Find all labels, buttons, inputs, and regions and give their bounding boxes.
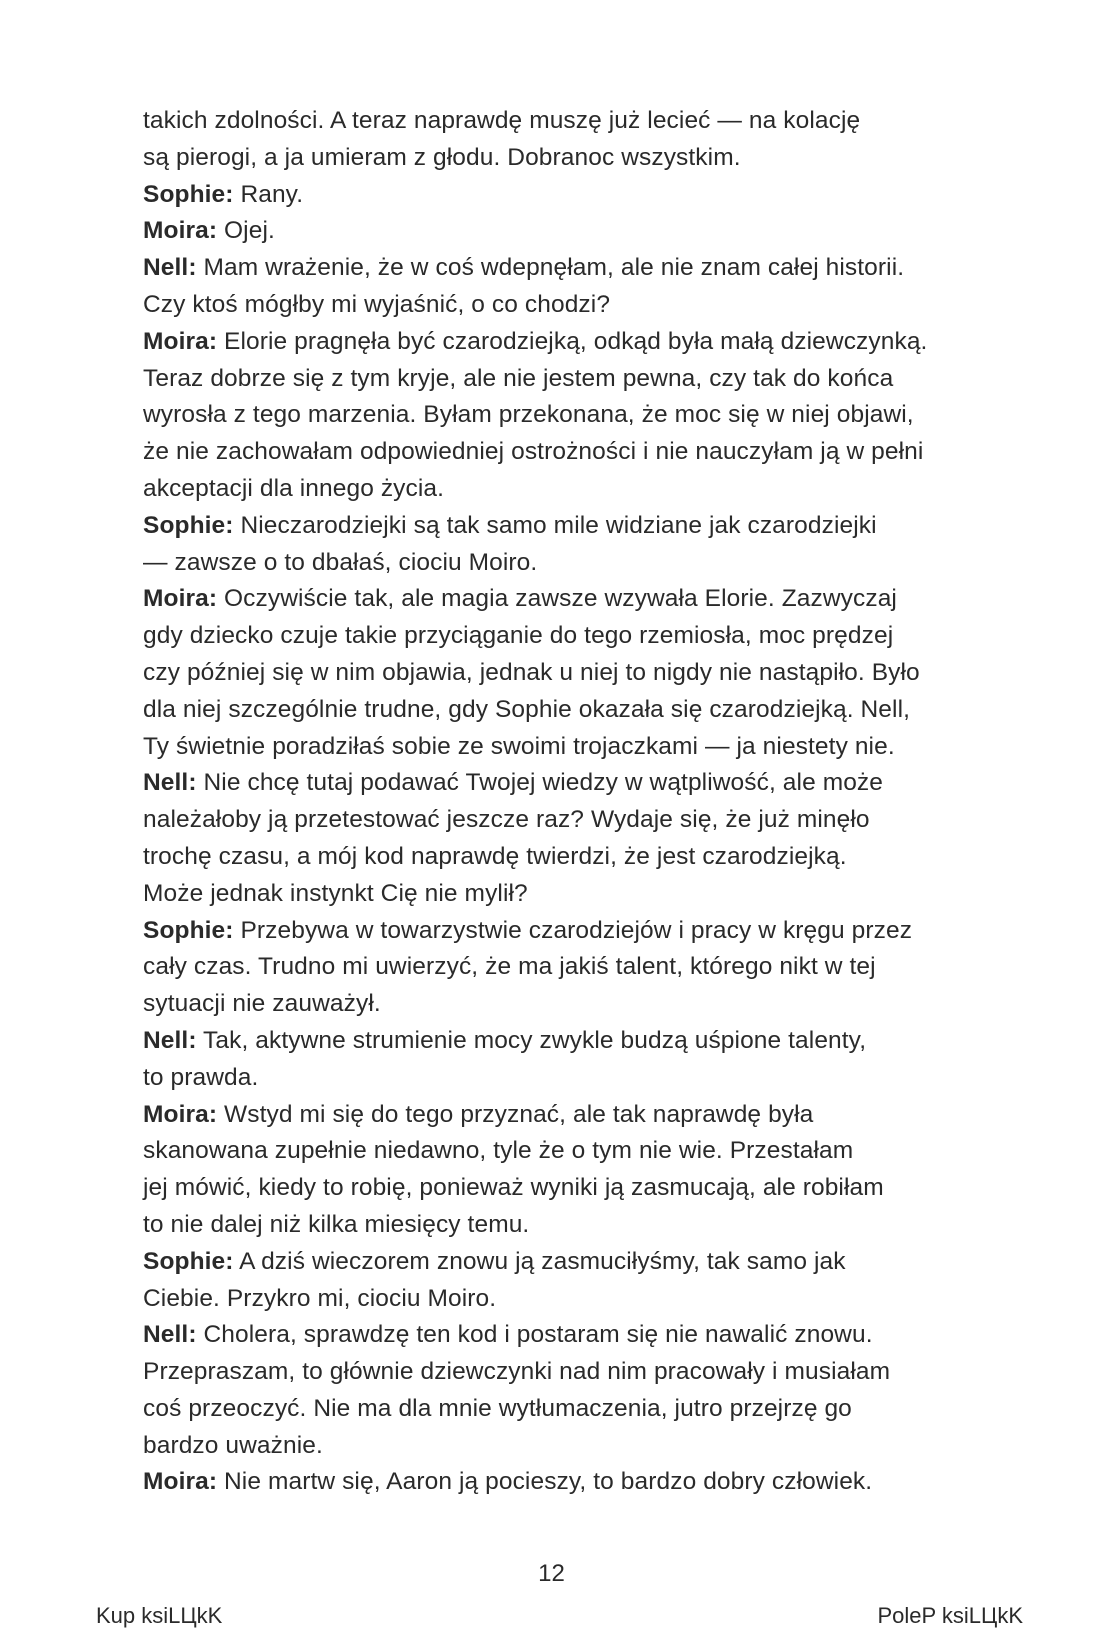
text-line bbox=[143, 765, 1043, 802]
line-text: takich zdolności. A teraz naprawdę muszę już lecieć — na kolację bbox=[143, 107, 861, 134]
speaker-name: Moira: bbox=[143, 1100, 218, 1128]
text-line bbox=[143, 913, 1043, 950]
text-line bbox=[143, 839, 1043, 876]
text-line bbox=[143, 177, 1043, 214]
text-line bbox=[143, 250, 1043, 287]
text-line bbox=[143, 729, 1043, 766]
text-line bbox=[143, 1097, 1043, 1134]
line-text: Cholera, sprawdzę ten kod i postaram się nie nawalić znowu. bbox=[196, 1321, 873, 1349]
text-line bbox=[143, 1170, 1043, 1207]
line-text: Mam wrażenie, że w coś wdepnęłam, ale nie znam całej historii. bbox=[196, 254, 905, 282]
speaker-name: Nell: bbox=[143, 1321, 197, 1349]
text-line bbox=[143, 1354, 1043, 1391]
speaker-name: Sophie: bbox=[143, 180, 234, 208]
line-text: — zawsze o to dbałaś, ciociu Moiro. bbox=[143, 548, 538, 576]
speaker-name: Moira: bbox=[143, 327, 218, 355]
text-line bbox=[143, 1428, 1043, 1465]
text-line bbox=[143, 1060, 1043, 1097]
text-line bbox=[143, 618, 1043, 655]
text-line bbox=[143, 581, 1043, 618]
footer-right[interactable]: PoleP ksiLЦkK bbox=[877, 1603, 1023, 1628]
line-text: Może jednak instynkt Cię nie mylił? bbox=[143, 879, 528, 907]
speaker-name: Moira: bbox=[143, 1468, 218, 1496]
line-text: Tak, aktywne strumienie mocy zwykle budzą uśpione talenty, bbox=[196, 1026, 867, 1054]
speaker-name: Sophie: bbox=[143, 916, 234, 944]
line-text: czy później się w nim objawia, jednak u niej to nigdy nie nastąpiło. Było bbox=[143, 658, 920, 686]
line-text: bardzo uważnie. bbox=[143, 1431, 323, 1459]
line-text: Elorie pragnęła być czarodziejką, odkąd była małą dziewczynką. bbox=[217, 327, 928, 355]
text-line bbox=[143, 324, 1043, 361]
line-text: cały czas. Trudno mi uwierzyć, że ma jakiś talent, którego nikt w tej bbox=[143, 953, 876, 981]
line-text: skanowana zupełnie niedawno, tyle że o tym nie wie. Przestałam bbox=[143, 1137, 854, 1165]
line-text: jej mówić, kiedy to robię, ponieważ wyniki ją zasmucają, ale robiłam bbox=[143, 1174, 884, 1202]
text-line bbox=[143, 140, 1043, 177]
line-text: Ty świetnie poradziłaś sobie ze swoimi trojaczkami — ja niestety nie. bbox=[143, 732, 895, 760]
line-text: Rany. bbox=[233, 180, 304, 208]
speaker-name: Moira: bbox=[143, 217, 218, 245]
line-text: Wstyd mi się do tego przyznać, ale tak naprawdę była bbox=[217, 1100, 814, 1128]
speaker-name: Sophie: bbox=[143, 511, 234, 539]
speaker-name: Nell: bbox=[143, 254, 197, 282]
line-text: że nie zachowałam odpowiedniej ostrożności i nie nauczyłam ją w pełni bbox=[143, 438, 924, 466]
line-text: są pierogi, a ja umieram z głodu. Dobranoc wszystkim. bbox=[143, 143, 741, 171]
line-text: Przebywa w towarzystwie czarodziejów i pracy w kręgu przez bbox=[233, 916, 913, 944]
text-line bbox=[143, 361, 1043, 398]
line-text: sytuacji nie zauważył. bbox=[143, 990, 381, 1018]
line-text: Ciebie. Przykro mi, ciociu Moiro. bbox=[143, 1284, 497, 1312]
text-line bbox=[143, 1023, 1043, 1060]
line-text: akceptacji dla innego życia. bbox=[143, 474, 445, 502]
text-line bbox=[143, 213, 1043, 250]
line-text: to nie dalej niż kilka miesięcy temu. bbox=[143, 1210, 530, 1238]
text-line bbox=[143, 1464, 1043, 1501]
text-line bbox=[143, 545, 1043, 582]
text-line bbox=[143, 692, 1043, 729]
text-line bbox=[143, 471, 1043, 508]
line-text: Nie martw się, Aaron ją pocieszy, to bardzo dobry człowiek. bbox=[217, 1468, 873, 1496]
line-text: to prawda. bbox=[143, 1063, 259, 1091]
text-line bbox=[143, 1317, 1043, 1354]
line-text: coś przeoczyć. Nie ma dla mnie wytłumaczenia, jutro przejrzę go bbox=[143, 1394, 852, 1422]
line-text: A dziś wieczorem znowu ją zasmuciłyśmy, tak samo jak bbox=[233, 1247, 846, 1275]
text-line bbox=[143, 287, 1043, 324]
line-text: Ojej. bbox=[217, 217, 275, 245]
footer-left[interactable]: Kup ksiLЦkK bbox=[96, 1603, 223, 1628]
text-line bbox=[143, 949, 1043, 986]
line-text: dla niej szczególnie trudne, gdy Sophie okazała się czarodziejką. Nell, bbox=[143, 695, 911, 723]
text-line bbox=[143, 655, 1043, 692]
page-number: 12 bbox=[538, 1560, 565, 1587]
line-text: Czy ktoś mógłby mi wyjaśnić, o co chodzi? bbox=[143, 290, 611, 318]
speaker-name: Moira: bbox=[143, 585, 218, 613]
line-text: Nie chcę tutaj podawać Twojej wiedzy w wątpliwość, ale może bbox=[196, 769, 884, 797]
text-line bbox=[143, 1207, 1043, 1244]
line-text: Oczywiście tak, ale magia zawsze wzywała Elorie. Zazwyczaj bbox=[217, 585, 897, 613]
speaker-name: Nell: bbox=[143, 1026, 197, 1054]
text-line bbox=[143, 1244, 1043, 1281]
text-line bbox=[143, 103, 1043, 140]
line-text: Teraz dobrze się z tym kryje, ale nie jestem pewna, czy tak do końca bbox=[143, 364, 894, 392]
text-line bbox=[143, 1133, 1043, 1170]
text-line bbox=[143, 397, 1043, 434]
line-text: należałoby ją przetestować jeszcze raz? Wydaje się, że już minęło bbox=[143, 806, 870, 834]
line-text: Przepraszam, to głównie dziewczynki nad nim pracowały i musiałam bbox=[143, 1358, 891, 1386]
speaker-name: Sophie: bbox=[143, 1247, 234, 1275]
line-text: gdy dziecko czuje takie przyciąganie do tego rzemiosła, moc prędzej bbox=[143, 622, 894, 650]
text-line bbox=[143, 1391, 1043, 1428]
text-line bbox=[143, 802, 1043, 839]
text-line bbox=[143, 508, 1043, 545]
speaker-name: Nell: bbox=[143, 769, 197, 797]
text-line bbox=[143, 986, 1043, 1023]
text-line bbox=[143, 1281, 1043, 1318]
page-text bbox=[143, 103, 1043, 1501]
line-text: trochę czasu, a mój kod naprawdę twierdzi, że jest czarodziejką. bbox=[143, 842, 847, 870]
line-text: Nieczarodziejki są tak samo mile widziane jak czarodziejki bbox=[233, 511, 877, 539]
text-line bbox=[143, 434, 1043, 471]
text-line bbox=[143, 876, 1043, 913]
line-text: wyrosła z tego marzenia. Byłam przekonana, że moc się w niej objawi, bbox=[143, 401, 914, 429]
